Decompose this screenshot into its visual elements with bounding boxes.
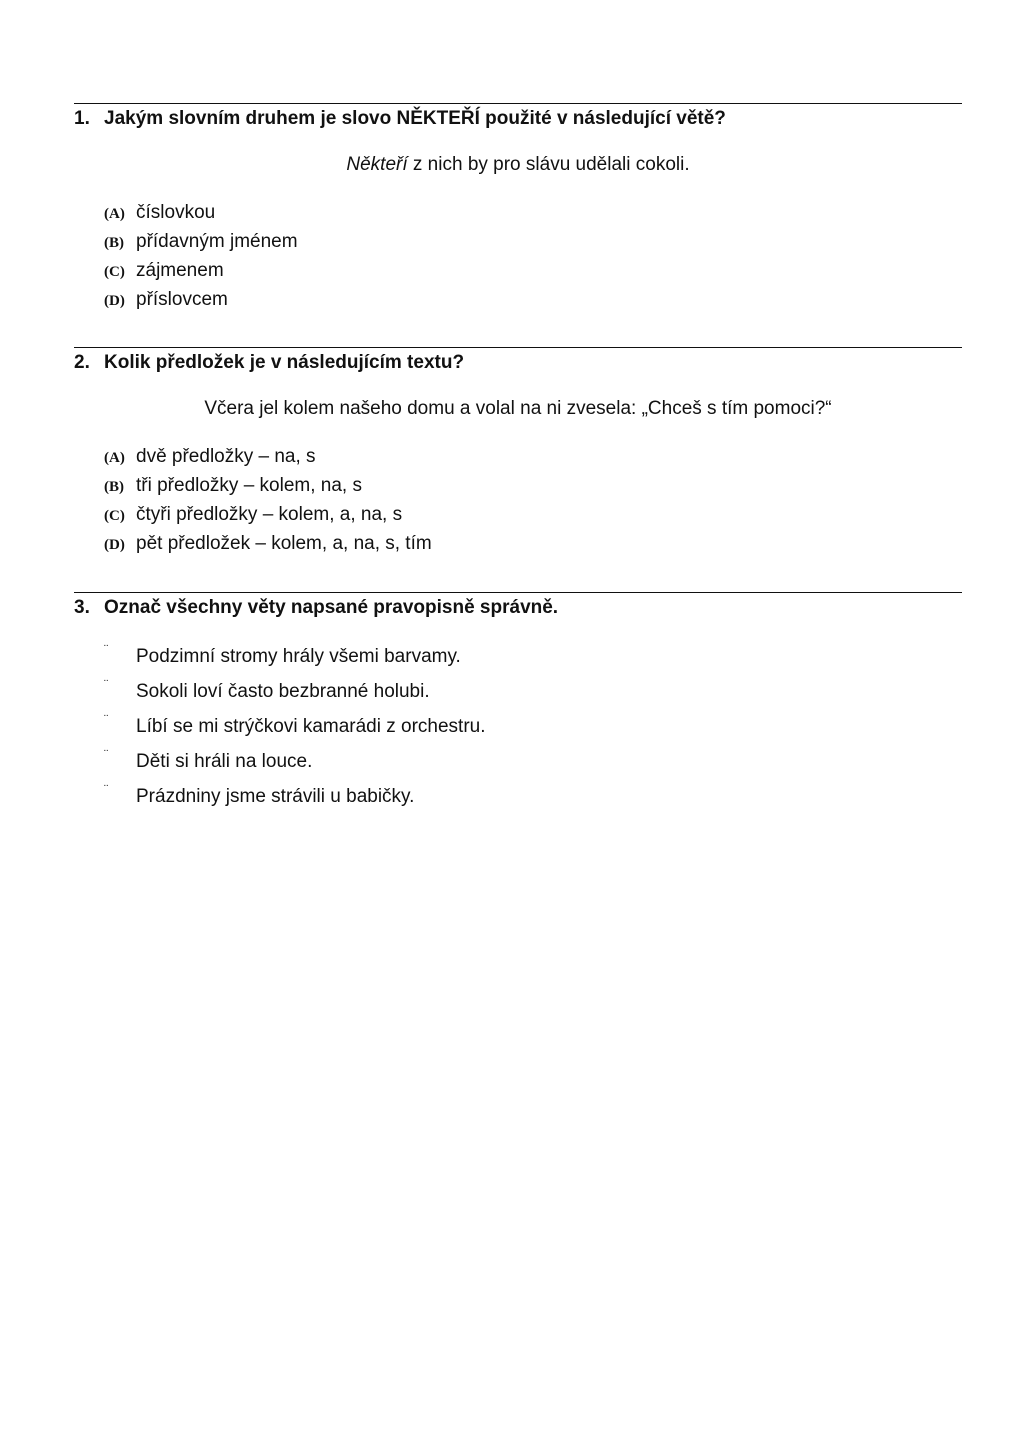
question-1 [74, 103, 962, 314]
question-number: 3. [74, 597, 90, 618]
sentence-text: Prázdniny jsme strávili u babičky. [136, 786, 415, 807]
sentence-text: Podzimní stromy hrály všemi barvamy. [136, 646, 461, 667]
question-number: 1. [74, 108, 90, 129]
checkbox-icon[interactable]: ¨ [104, 747, 109, 762]
question-number: 2. [74, 352, 90, 373]
answer-options [104, 198, 962, 314]
option-text: čtyři předložky – kolem, a, na, s [136, 504, 403, 525]
option-letter: (B) [104, 479, 124, 495]
option-letter: (A) [104, 206, 125, 222]
checklist-item[interactable] [104, 674, 962, 709]
sentence-text: Sokoli loví často bezbranné holubi. [136, 681, 430, 702]
answer-option-d[interactable] [104, 529, 962, 558]
option-text: tři předložky – kolem, na, s [136, 475, 362, 496]
question-text: Jakým slovním druhem je slovo NĚKTEŘÍ použité v následující větě? [104, 108, 726, 129]
option-letter: (D) [104, 537, 125, 553]
answer-option-c[interactable] [104, 256, 962, 285]
highlighted-word: Někteří [346, 154, 408, 175]
answer-option-a[interactable] [104, 198, 962, 227]
option-letter: (C) [104, 264, 125, 280]
checklist-item[interactable] [104, 639, 962, 674]
checkbox-icon[interactable]: ¨ [104, 782, 109, 797]
question-text: Kolik předložek je v následujícím textu? [104, 352, 465, 373]
sentence-text: Děti si hráli na louce. [136, 751, 313, 772]
divider-line [74, 103, 962, 104]
option-text: zájmenem [136, 260, 224, 281]
answer-option-b[interactable] [104, 471, 962, 500]
divider-line [74, 347, 962, 348]
question-2 [74, 347, 962, 558]
question-title [74, 108, 962, 130]
option-letter: (C) [104, 508, 125, 524]
checkbox-icon[interactable]: ¨ [104, 677, 109, 692]
answer-options [104, 442, 962, 558]
option-text: pět předložek – kolem, a, na, s, tím [136, 533, 432, 554]
answer-option-c[interactable] [104, 500, 962, 529]
option-text: číslovkou [136, 202, 216, 223]
checklist-item[interactable] [104, 744, 962, 779]
sentence-checklist [104, 639, 962, 814]
question-3 [74, 592, 962, 814]
question-text: Označ všechny věty napsané pravopisně správně. [104, 597, 559, 618]
option-text: dvě předložky – na, s [136, 446, 316, 467]
option-text: přídavným jménem [136, 231, 298, 252]
option-text: příslovcem [136, 289, 228, 310]
checklist-item[interactable] [104, 779, 962, 814]
checkbox-icon[interactable]: ¨ [104, 712, 109, 727]
answer-option-b[interactable] [104, 227, 962, 256]
option-letter: (B) [104, 235, 124, 251]
answer-option-a[interactable] [104, 442, 962, 471]
checklist-item[interactable] [104, 709, 962, 744]
checkbox-icon[interactable]: ¨ [104, 642, 109, 657]
sentence-rest: z nich by pro slávu udělali cokoli. [407, 154, 690, 175]
question-title [74, 597, 962, 619]
divider-line [74, 592, 962, 593]
example-sentence [74, 154, 962, 176]
option-letter: (D) [104, 293, 125, 309]
option-letter: (A) [104, 450, 125, 466]
question-title [74, 352, 962, 374]
sentence-text: Líbí se mi strýčkovi kamarádi z orchestru. [136, 716, 486, 737]
answer-option-d[interactable] [104, 285, 962, 314]
example-sentence: Včera jel kolem našeho domu a volal na ni zvesela: „Chceš s tím pomoci?“ [204, 398, 832, 419]
